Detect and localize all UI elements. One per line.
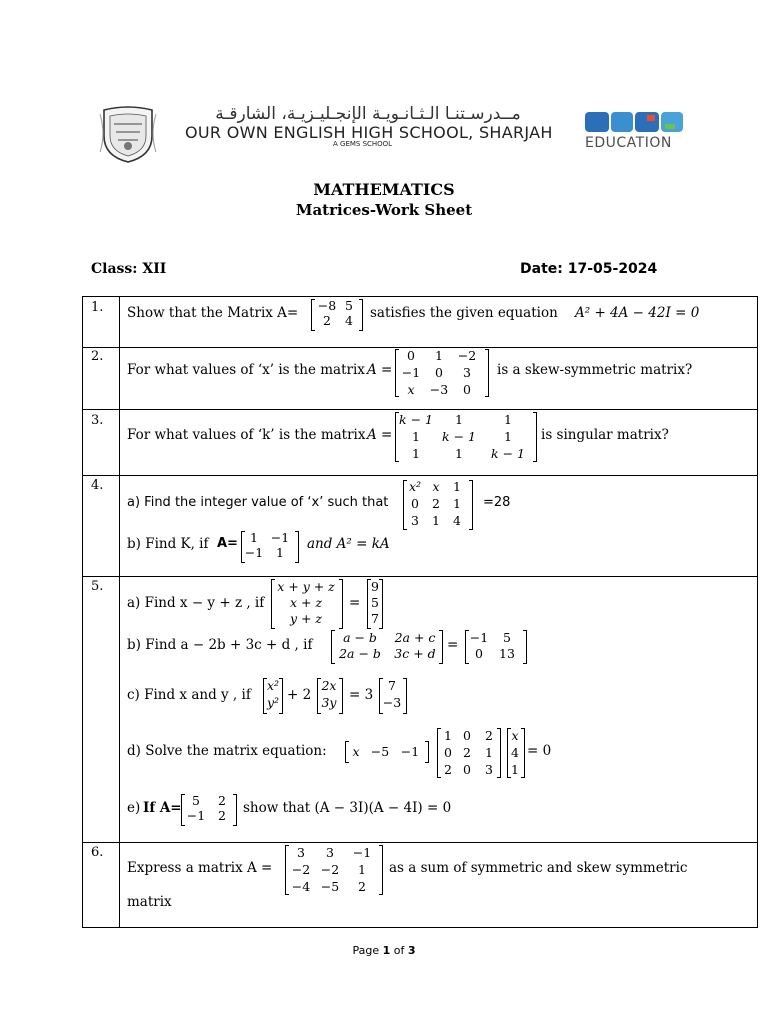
q5a-eq: = [349,595,361,611]
gems-education-label: EDUCATION [585,135,672,151]
q5b-eq: = [447,637,459,653]
school-crest-logo [98,106,158,164]
q6-text: Express a matrix A = [127,860,273,876]
q5a-matrix: x + y + z x + z y + z [277,578,335,626]
date-label: Date: 17-05-2024 [520,261,658,277]
q5d-text: d) Solve the matrix equation: [127,743,327,759]
questions-table [82,296,758,928]
q1-equation: A² + 4A − 42I = 0 [575,305,700,321]
school-name-arabic: مــدرسـتنـا الـثـانـويـة الإنجـليـزيـة، الشارقـة [215,104,521,124]
q1-text-post: satisfies the given equation [370,305,558,321]
q5c-m3: 7 −3 [382,678,402,710]
q5e-text-post: show that (A − 3I)(A − 4I) = 0 [243,800,452,816]
q5b-rhs: −1 5 0 13 [469,629,515,661]
q5e-bold: If A= [143,800,182,816]
q5c-m1: x² y² [266,678,280,710]
page-indicator: Page 1 of 3 [352,944,416,957]
question-number: 5. [91,579,104,594]
q4b-text-post: and A² = kA [307,536,390,552]
worksheet-title: Matrices-Work Sheet [295,201,473,219]
q2-matrix: 0 1 −2 −1 0 3 x −3 0 [401,348,477,397]
q2-lhs: A = [367,362,393,378]
question-number: 1. [91,300,104,315]
q2-text-post: is a skew-symmetric matrix? [497,362,693,378]
gems-logo [585,110,685,134]
q4b-bold: A= [217,536,238,551]
subject-title: MATHEMATICS [313,180,455,199]
q4b-text: b) Find K, if [127,536,209,552]
q5d-eq: = 0 [527,743,552,759]
q5b-text: b) Find a − 2b + 3c + d , if [127,637,313,653]
q4a-matrix: x² x 1 0 2 1 3 1 4 [408,479,461,528]
q6-matrix: 3 3 −1 −2 −2 1 −4 −5 2 [291,845,372,894]
q5c-m2: 2x 3y [321,678,337,710]
class-label: Class: XII [91,261,167,277]
q4b-matrix: 1 −1 −1 1 [244,530,290,560]
school-name: OUR OWN ENGLISH HIGH SCHOOL, SHARJAH [185,123,553,142]
q5e-matrix: 5 2 −1 2 [186,793,226,823]
q1-matrix: −8 5 2 4 [317,298,353,328]
q1-text: Show that the Matrix A= [127,305,299,321]
q5c-eq: = 3 [349,687,374,703]
question-number: 3. [91,413,104,428]
q5b-matrix: a − b 2a + c 2a − b 3c + d [339,629,436,661]
q3-text-post: is singular matrix? [541,427,669,443]
q5a-text: a) Find x − y + z , if [127,595,265,611]
q3-text: For what values of ‘k’ is the matrix [127,427,366,443]
question-number: 4. [91,478,104,493]
q5a-rhs: 9 5 7 [371,578,379,626]
q4a-text: a) Find the integer value of ‘x’ such that [127,495,389,510]
q5e-text: e) [127,800,141,816]
q3-matrix: k − 1 1 1 1 k − 1 1 1 1 k − 1 [399,412,525,461]
question-number: 2. [91,349,104,364]
q2-text: For what values of ‘x’ is the matrix [127,362,365,378]
q5d-row: x −5 −1 [352,743,420,759]
q3-lhs: A = [367,427,393,443]
question-number: 6. [91,845,104,860]
q6-text-line2: matrix [127,894,172,910]
q5d-col: x 4 1 [511,728,519,777]
q6-text-post: as a sum of symmetric and skew symmetric [389,860,688,876]
q5c-plus: + 2 [287,687,312,703]
q5c-text: c) Find x and y , if [127,687,251,703]
q4a-result: =28 [483,495,511,510]
q5d-matrix: 1 0 2 0 2 1 2 0 3 [444,728,493,777]
school-tagline: A GEMS SCHOOL [333,140,393,148]
